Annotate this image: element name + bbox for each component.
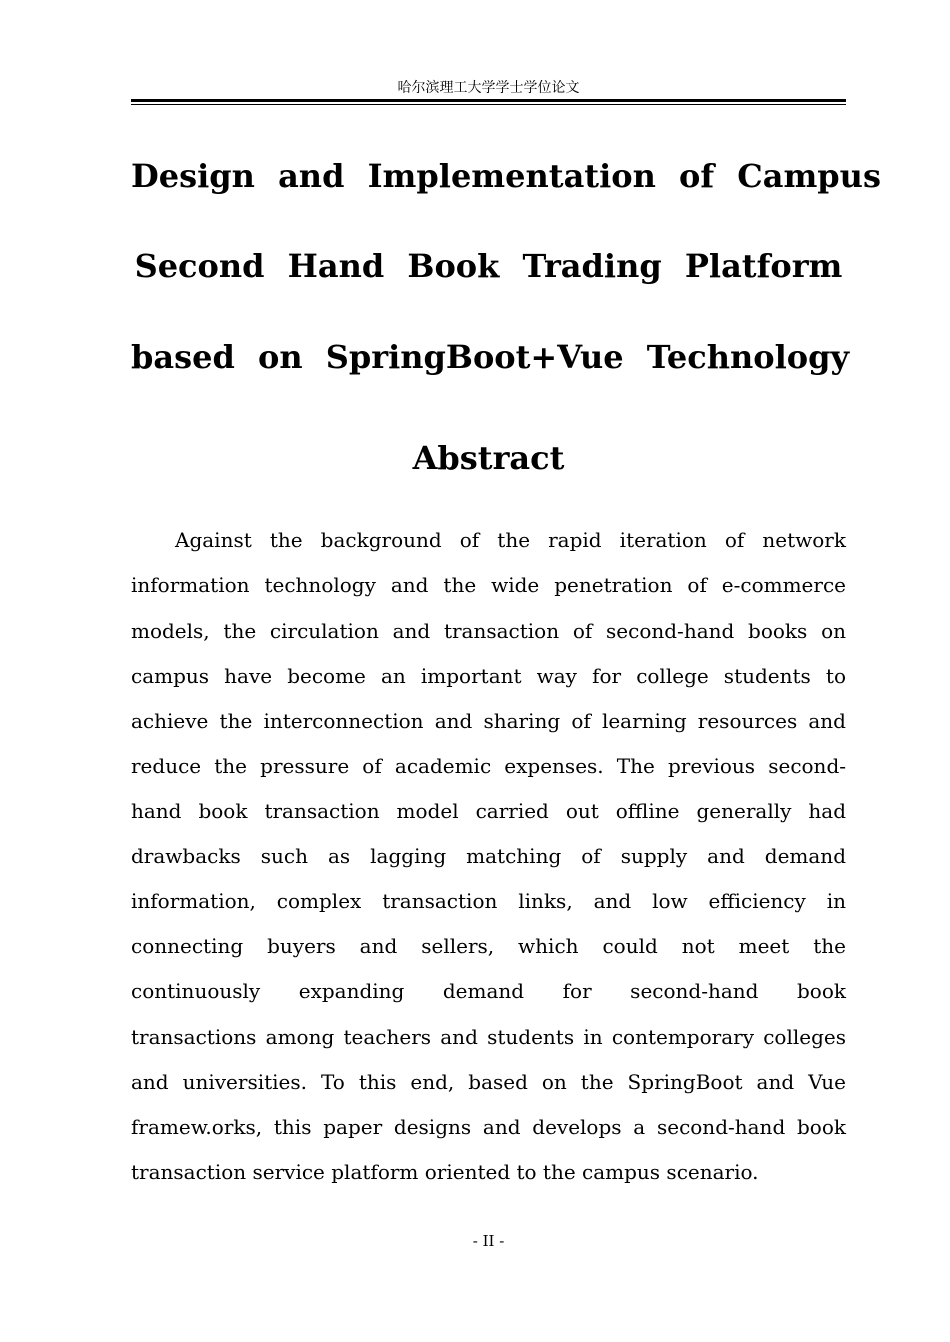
thesis-title-line-1: Design and Implementation of Campus [131, 157, 881, 195]
abstract-line: campus have become an important way for college students to [131, 664, 846, 688]
abstract-line: framew.orks, this paper designs and develops a second-hand book [131, 1115, 846, 1139]
abstract-line: achieve the interconnection and sharing of learning resources and [131, 709, 846, 733]
thesis-title-line-3: based on SpringBoot+Vue Technology [131, 338, 850, 376]
abstract-line: transactions among teachers and students in contemporary colleges [131, 1025, 846, 1049]
abstract-line: transaction service platform oriented to the campus scenario. [131, 1160, 759, 1184]
abstract-line: reduce the pressure of academic expenses. The previous second- [131, 754, 846, 778]
abstract-line: connecting buyers and sellers, which could not meet the [131, 934, 846, 958]
abstract-line: drawbacks such as lagging matching of supply and demand [131, 844, 846, 868]
abstract-line: information, complex transaction links, and low efficiency in [131, 889, 846, 913]
abstract-line: continuously expanding demand for second-hand book [131, 979, 846, 1003]
abstract-line: and universities. To this end, based on the SpringBoot and Vue [131, 1070, 846, 1094]
header-rule-thin [131, 104, 846, 105]
abstract-line: models, the circulation and transaction of second-hand books on [131, 619, 846, 643]
abstract-line: information technology and the wide penetration of e-commerce [131, 573, 846, 597]
abstract-heading: Abstract [412, 439, 565, 477]
thesis-title-line-2: Second Hand Book Trading Platform [134, 247, 843, 285]
page-number: - II - [472, 1232, 505, 1250]
running-header: 哈尔滨理工大学学士学位论文 [397, 80, 580, 96]
abstract-line: Against the background of the rapid iteration of network [175, 528, 846, 552]
header-rule-thick [131, 99, 846, 102]
abstract-line: hand book transaction model carried out offline generally had [131, 799, 846, 823]
